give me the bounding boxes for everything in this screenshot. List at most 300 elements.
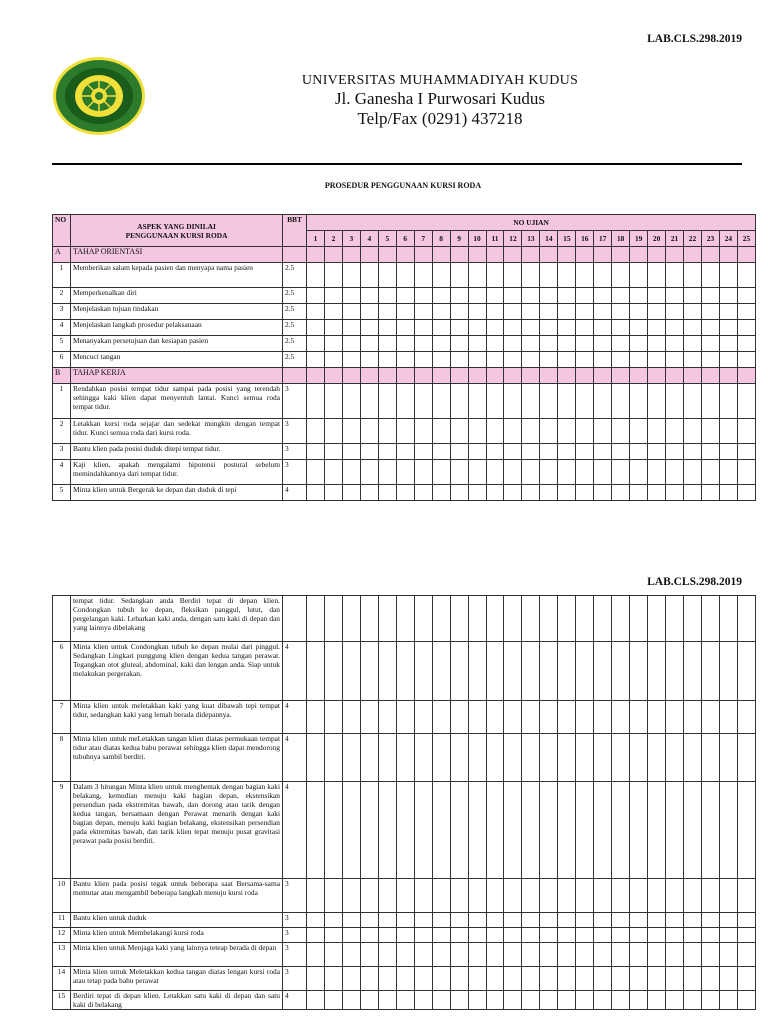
- score-cell-1[interactable]: [307, 288, 325, 304]
- score-cell-3[interactable]: [342, 460, 360, 485]
- score-cell-22[interactable]: [684, 336, 702, 352]
- score-cell-11[interactable]: [486, 288, 504, 304]
- score-cell-21[interactable]: [666, 288, 684, 304]
- score-cell-20[interactable]: [648, 967, 666, 991]
- score-cell-4[interactable]: [360, 352, 378, 368]
- score-cell-23[interactable]: [701, 879, 719, 913]
- score-cell-25[interactable]: [737, 734, 755, 782]
- score-cell-1[interactable]: [307, 460, 325, 485]
- score-cell-19[interactable]: [630, 336, 648, 352]
- score-cell-25[interactable]: [737, 991, 755, 1010]
- score-cell-4[interactable]: [360, 943, 378, 967]
- score-cell-17[interactable]: [594, 336, 612, 352]
- score-cell-24[interactable]: [719, 913, 737, 928]
- score-cell-11[interactable]: [486, 928, 504, 943]
- score-cell-20[interactable]: [648, 444, 666, 460]
- score-cell-15[interactable]: [558, 701, 576, 734]
- score-cell-25[interactable]: [737, 928, 755, 943]
- score-cell-2[interactable]: [324, 444, 342, 460]
- score-cell-18[interactable]: [612, 336, 630, 352]
- score-cell-21[interactable]: [666, 642, 684, 701]
- score-cell-20[interactable]: [648, 384, 666, 419]
- score-cell-16[interactable]: [576, 642, 594, 701]
- score-cell-24[interactable]: [719, 991, 737, 1010]
- score-cell-11[interactable]: [486, 263, 504, 288]
- score-cell-24[interactable]: [719, 444, 737, 460]
- score-cell-24[interactable]: [719, 320, 737, 336]
- score-cell-24[interactable]: [719, 879, 737, 913]
- score-cell-15[interactable]: [558, 304, 576, 320]
- score-cell-11[interactable]: [486, 734, 504, 782]
- score-cell-1[interactable]: [307, 734, 325, 782]
- score-cell-21[interactable]: [666, 943, 684, 967]
- score-cell-12[interactable]: [504, 913, 522, 928]
- score-cell-17[interactable]: [594, 485, 612, 501]
- score-cell-19[interactable]: [630, 596, 648, 642]
- score-cell-2[interactable]: [324, 263, 342, 288]
- score-cell-4[interactable]: [360, 991, 378, 1010]
- score-cell-5[interactable]: [378, 263, 396, 288]
- score-cell-22[interactable]: [684, 928, 702, 943]
- score-cell-7[interactable]: [414, 419, 432, 444]
- score-cell-10[interactable]: [468, 782, 486, 879]
- score-cell-21[interactable]: [666, 460, 684, 485]
- score-cell-13[interactable]: [522, 642, 540, 701]
- score-cell-17[interactable]: [594, 320, 612, 336]
- score-cell-8[interactable]: [432, 485, 450, 501]
- score-cell-21[interactable]: [666, 485, 684, 501]
- score-cell-1[interactable]: [307, 485, 325, 501]
- score-cell-13[interactable]: [522, 991, 540, 1010]
- score-cell-9[interactable]: [450, 701, 468, 734]
- score-cell-8[interactable]: [432, 384, 450, 419]
- score-cell-2[interactable]: [324, 304, 342, 320]
- score-cell-9[interactable]: [450, 320, 468, 336]
- score-cell-24[interactable]: [719, 701, 737, 734]
- score-cell-12[interactable]: [504, 460, 522, 485]
- score-cell-12[interactable]: [504, 444, 522, 460]
- score-cell-16[interactable]: [576, 460, 594, 485]
- score-cell-22[interactable]: [684, 782, 702, 879]
- score-cell-1[interactable]: [307, 991, 325, 1010]
- score-cell-21[interactable]: [666, 419, 684, 444]
- score-cell-22[interactable]: [684, 384, 702, 419]
- score-cell-14[interactable]: [540, 967, 558, 991]
- score-cell-5[interactable]: [378, 991, 396, 1010]
- score-cell-17[interactable]: [594, 991, 612, 1010]
- score-cell-14[interactable]: [540, 991, 558, 1010]
- score-cell-17[interactable]: [594, 879, 612, 913]
- score-cell-10[interactable]: [468, 943, 486, 967]
- score-cell-12[interactable]: [504, 596, 522, 642]
- score-cell-12[interactable]: [504, 782, 522, 879]
- score-cell-16[interactable]: [576, 596, 594, 642]
- score-cell-24[interactable]: [719, 734, 737, 782]
- score-cell-2[interactable]: [324, 879, 342, 913]
- score-cell-14[interactable]: [540, 913, 558, 928]
- score-cell-23[interactable]: [701, 304, 719, 320]
- score-cell-22[interactable]: [684, 596, 702, 642]
- score-cell-23[interactable]: [701, 943, 719, 967]
- score-cell-7[interactable]: [414, 304, 432, 320]
- score-cell-17[interactable]: [594, 782, 612, 879]
- score-cell-5[interactable]: [378, 967, 396, 991]
- score-cell-22[interactable]: [684, 879, 702, 913]
- score-cell-13[interactable]: [522, 734, 540, 782]
- score-cell-10[interactable]: [468, 444, 486, 460]
- score-cell-21[interactable]: [666, 320, 684, 336]
- score-cell-1[interactable]: [307, 879, 325, 913]
- score-cell-19[interactable]: [630, 928, 648, 943]
- score-cell-13[interactable]: [522, 943, 540, 967]
- score-cell-20[interactable]: [648, 928, 666, 943]
- score-cell-9[interactable]: [450, 444, 468, 460]
- score-cell-10[interactable]: [468, 734, 486, 782]
- score-cell-15[interactable]: [558, 967, 576, 991]
- score-cell-8[interactable]: [432, 782, 450, 879]
- score-cell-11[interactable]: [486, 444, 504, 460]
- score-cell-3[interactable]: [342, 642, 360, 701]
- score-cell-20[interactable]: [648, 991, 666, 1010]
- score-cell-18[interactable]: [612, 734, 630, 782]
- score-cell-22[interactable]: [684, 991, 702, 1010]
- score-cell-21[interactable]: [666, 991, 684, 1010]
- score-cell-6[interactable]: [396, 485, 414, 501]
- score-cell-7[interactable]: [414, 320, 432, 336]
- score-cell-14[interactable]: [540, 701, 558, 734]
- score-cell-7[interactable]: [414, 879, 432, 913]
- score-cell-2[interactable]: [324, 460, 342, 485]
- score-cell-8[interactable]: [432, 913, 450, 928]
- score-cell-7[interactable]: [414, 384, 432, 419]
- score-cell-25[interactable]: [737, 384, 755, 419]
- score-cell-4[interactable]: [360, 460, 378, 485]
- score-cell-4[interactable]: [360, 642, 378, 701]
- score-cell-13[interactable]: [522, 419, 540, 444]
- score-cell-9[interactable]: [450, 991, 468, 1010]
- score-cell-17[interactable]: [594, 734, 612, 782]
- score-cell-8[interactable]: [432, 928, 450, 943]
- score-cell-21[interactable]: [666, 879, 684, 913]
- score-cell-24[interactable]: [719, 419, 737, 444]
- score-cell-23[interactable]: [701, 263, 719, 288]
- score-cell-16[interactable]: [576, 734, 594, 782]
- score-cell-20[interactable]: [648, 701, 666, 734]
- score-cell-6[interactable]: [396, 967, 414, 991]
- score-cell-25[interactable]: [737, 943, 755, 967]
- score-cell-8[interactable]: [432, 419, 450, 444]
- score-cell-17[interactable]: [594, 928, 612, 943]
- score-cell-23[interactable]: [701, 734, 719, 782]
- score-cell-9[interactable]: [450, 336, 468, 352]
- score-cell-18[interactable]: [612, 444, 630, 460]
- score-cell-10[interactable]: [468, 596, 486, 642]
- score-cell-6[interactable]: [396, 734, 414, 782]
- score-cell-25[interactable]: [737, 913, 755, 928]
- score-cell-5[interactable]: [378, 928, 396, 943]
- score-cell-5[interactable]: [378, 782, 396, 879]
- score-cell-15[interactable]: [558, 460, 576, 485]
- score-cell-20[interactable]: [648, 460, 666, 485]
- score-cell-4[interactable]: [360, 782, 378, 879]
- score-cell-20[interactable]: [648, 879, 666, 913]
- score-cell-2[interactable]: [324, 782, 342, 879]
- score-cell-22[interactable]: [684, 967, 702, 991]
- score-cell-7[interactable]: [414, 596, 432, 642]
- score-cell-4[interactable]: [360, 485, 378, 501]
- score-cell-18[interactable]: [612, 460, 630, 485]
- score-cell-9[interactable]: [450, 642, 468, 701]
- score-cell-25[interactable]: [737, 320, 755, 336]
- score-cell-16[interactable]: [576, 320, 594, 336]
- score-cell-8[interactable]: [432, 596, 450, 642]
- score-cell-7[interactable]: [414, 485, 432, 501]
- score-cell-4[interactable]: [360, 967, 378, 991]
- score-cell-23[interactable]: [701, 460, 719, 485]
- score-cell-15[interactable]: [558, 352, 576, 368]
- score-cell-4[interactable]: [360, 304, 378, 320]
- score-cell-7[interactable]: [414, 943, 432, 967]
- score-cell-7[interactable]: [414, 336, 432, 352]
- score-cell-10[interactable]: [468, 336, 486, 352]
- score-cell-11[interactable]: [486, 967, 504, 991]
- score-cell-25[interactable]: [737, 642, 755, 701]
- score-cell-6[interactable]: [396, 879, 414, 913]
- score-cell-4[interactable]: [360, 913, 378, 928]
- score-cell-1[interactable]: [307, 304, 325, 320]
- score-cell-24[interactable]: [719, 928, 737, 943]
- score-cell-20[interactable]: [648, 913, 666, 928]
- score-cell-15[interactable]: [558, 734, 576, 782]
- score-cell-15[interactable]: [558, 320, 576, 336]
- score-cell-25[interactable]: [737, 701, 755, 734]
- score-cell-1[interactable]: [307, 352, 325, 368]
- score-cell-23[interactable]: [701, 967, 719, 991]
- score-cell-4[interactable]: [360, 444, 378, 460]
- score-cell-15[interactable]: [558, 444, 576, 460]
- score-cell-12[interactable]: [504, 642, 522, 701]
- score-cell-10[interactable]: [468, 967, 486, 991]
- score-cell-16[interactable]: [576, 967, 594, 991]
- score-cell-13[interactable]: [522, 460, 540, 485]
- score-cell-4[interactable]: [360, 263, 378, 288]
- score-cell-5[interactable]: [378, 879, 396, 913]
- score-cell-22[interactable]: [684, 419, 702, 444]
- score-cell-2[interactable]: [324, 913, 342, 928]
- score-cell-4[interactable]: [360, 320, 378, 336]
- score-cell-17[interactable]: [594, 352, 612, 368]
- score-cell-2[interactable]: [324, 352, 342, 368]
- score-cell-4[interactable]: [360, 419, 378, 444]
- score-cell-14[interactable]: [540, 304, 558, 320]
- score-cell-24[interactable]: [719, 485, 737, 501]
- score-cell-6[interactable]: [396, 991, 414, 1010]
- score-cell-5[interactable]: [378, 460, 396, 485]
- score-cell-5[interactable]: [378, 734, 396, 782]
- score-cell-14[interactable]: [540, 352, 558, 368]
- score-cell-7[interactable]: [414, 444, 432, 460]
- score-cell-15[interactable]: [558, 384, 576, 419]
- score-cell-21[interactable]: [666, 928, 684, 943]
- score-cell-23[interactable]: [701, 782, 719, 879]
- score-cell-20[interactable]: [648, 288, 666, 304]
- score-cell-21[interactable]: [666, 352, 684, 368]
- score-cell-23[interactable]: [701, 444, 719, 460]
- score-cell-20[interactable]: [648, 596, 666, 642]
- score-cell-14[interactable]: [540, 460, 558, 485]
- score-cell-21[interactable]: [666, 444, 684, 460]
- score-cell-14[interactable]: [540, 444, 558, 460]
- score-cell-19[interactable]: [630, 967, 648, 991]
- score-cell-3[interactable]: [342, 304, 360, 320]
- score-cell-18[interactable]: [612, 642, 630, 701]
- score-cell-19[interactable]: [630, 701, 648, 734]
- score-cell-4[interactable]: [360, 288, 378, 304]
- score-cell-15[interactable]: [558, 913, 576, 928]
- score-cell-6[interactable]: [396, 288, 414, 304]
- score-cell-5[interactable]: [378, 288, 396, 304]
- score-cell-25[interactable]: [737, 460, 755, 485]
- score-cell-12[interactable]: [504, 943, 522, 967]
- score-cell-25[interactable]: [737, 967, 755, 991]
- score-cell-9[interactable]: [450, 384, 468, 419]
- score-cell-16[interactable]: [576, 782, 594, 879]
- score-cell-5[interactable]: [378, 701, 396, 734]
- score-cell-3[interactable]: [342, 734, 360, 782]
- score-cell-19[interactable]: [630, 485, 648, 501]
- score-cell-25[interactable]: [737, 419, 755, 444]
- score-cell-7[interactable]: [414, 352, 432, 368]
- score-cell-13[interactable]: [522, 485, 540, 501]
- score-cell-25[interactable]: [737, 336, 755, 352]
- score-cell-16[interactable]: [576, 419, 594, 444]
- score-cell-3[interactable]: [342, 991, 360, 1010]
- score-cell-7[interactable]: [414, 734, 432, 782]
- score-cell-7[interactable]: [414, 642, 432, 701]
- score-cell-15[interactable]: [558, 879, 576, 913]
- score-cell-11[interactable]: [486, 782, 504, 879]
- score-cell-1[interactable]: [307, 701, 325, 734]
- score-cell-17[interactable]: [594, 913, 612, 928]
- score-cell-2[interactable]: [324, 336, 342, 352]
- score-cell-4[interactable]: [360, 336, 378, 352]
- score-cell-6[interactable]: [396, 642, 414, 701]
- score-cell-2[interactable]: [324, 596, 342, 642]
- score-cell-14[interactable]: [540, 384, 558, 419]
- score-cell-22[interactable]: [684, 734, 702, 782]
- score-cell-24[interactable]: [719, 336, 737, 352]
- score-cell-16[interactable]: [576, 701, 594, 734]
- score-cell-15[interactable]: [558, 485, 576, 501]
- score-cell-25[interactable]: [737, 485, 755, 501]
- score-cell-11[interactable]: [486, 460, 504, 485]
- score-cell-1[interactable]: [307, 263, 325, 288]
- score-cell-23[interactable]: [701, 642, 719, 701]
- score-cell-19[interactable]: [630, 943, 648, 967]
- score-cell-6[interactable]: [396, 336, 414, 352]
- score-cell-20[interactable]: [648, 485, 666, 501]
- score-cell-11[interactable]: [486, 991, 504, 1010]
- score-cell-11[interactable]: [486, 352, 504, 368]
- score-cell-14[interactable]: [540, 782, 558, 879]
- score-cell-6[interactable]: [396, 782, 414, 879]
- score-cell-13[interactable]: [522, 928, 540, 943]
- score-cell-23[interactable]: [701, 384, 719, 419]
- score-cell-12[interactable]: [504, 352, 522, 368]
- score-cell-10[interactable]: [468, 304, 486, 320]
- score-cell-22[interactable]: [684, 642, 702, 701]
- score-cell-11[interactable]: [486, 336, 504, 352]
- score-cell-5[interactable]: [378, 913, 396, 928]
- score-cell-17[interactable]: [594, 642, 612, 701]
- score-cell-3[interactable]: [342, 384, 360, 419]
- score-cell-23[interactable]: [701, 596, 719, 642]
- score-cell-8[interactable]: [432, 460, 450, 485]
- score-cell-17[interactable]: [594, 384, 612, 419]
- score-cell-12[interactable]: [504, 991, 522, 1010]
- score-cell-15[interactable]: [558, 288, 576, 304]
- score-cell-14[interactable]: [540, 734, 558, 782]
- score-cell-18[interactable]: [612, 928, 630, 943]
- score-cell-20[interactable]: [648, 352, 666, 368]
- score-cell-25[interactable]: [737, 263, 755, 288]
- score-cell-20[interactable]: [648, 320, 666, 336]
- score-cell-24[interactable]: [719, 782, 737, 879]
- score-cell-7[interactable]: [414, 288, 432, 304]
- score-cell-16[interactable]: [576, 943, 594, 967]
- score-cell-14[interactable]: [540, 596, 558, 642]
- score-cell-3[interactable]: [342, 263, 360, 288]
- score-cell-6[interactable]: [396, 263, 414, 288]
- score-cell-21[interactable]: [666, 384, 684, 419]
- score-cell-9[interactable]: [450, 304, 468, 320]
- score-cell-8[interactable]: [432, 879, 450, 913]
- score-cell-10[interactable]: [468, 460, 486, 485]
- score-cell-21[interactable]: [666, 967, 684, 991]
- score-cell-19[interactable]: [630, 263, 648, 288]
- score-cell-4[interactable]: [360, 384, 378, 419]
- score-cell-12[interactable]: [504, 419, 522, 444]
- score-cell-5[interactable]: [378, 943, 396, 967]
- score-cell-3[interactable]: [342, 444, 360, 460]
- score-cell-10[interactable]: [468, 263, 486, 288]
- score-cell-4[interactable]: [360, 879, 378, 913]
- score-cell-14[interactable]: [540, 928, 558, 943]
- score-cell-12[interactable]: [504, 701, 522, 734]
- score-cell-3[interactable]: [342, 928, 360, 943]
- score-cell-5[interactable]: [378, 320, 396, 336]
- score-cell-19[interactable]: [630, 991, 648, 1010]
- score-cell-14[interactable]: [540, 642, 558, 701]
- score-cell-6[interactable]: [396, 304, 414, 320]
- score-cell-24[interactable]: [719, 304, 737, 320]
- score-cell-13[interactable]: [522, 288, 540, 304]
- score-cell-1[interactable]: [307, 336, 325, 352]
- score-cell-3[interactable]: [342, 596, 360, 642]
- score-cell-16[interactable]: [576, 352, 594, 368]
- score-cell-6[interactable]: [396, 701, 414, 734]
- score-cell-11[interactable]: [486, 384, 504, 419]
- score-cell-16[interactable]: [576, 991, 594, 1010]
- score-cell-24[interactable]: [719, 384, 737, 419]
- score-cell-16[interactable]: [576, 879, 594, 913]
- score-cell-10[interactable]: [468, 485, 486, 501]
- score-cell-22[interactable]: [684, 263, 702, 288]
- score-cell-3[interactable]: [342, 701, 360, 734]
- score-cell-7[interactable]: [414, 263, 432, 288]
- score-cell-21[interactable]: [666, 913, 684, 928]
- score-cell-17[interactable]: [594, 967, 612, 991]
